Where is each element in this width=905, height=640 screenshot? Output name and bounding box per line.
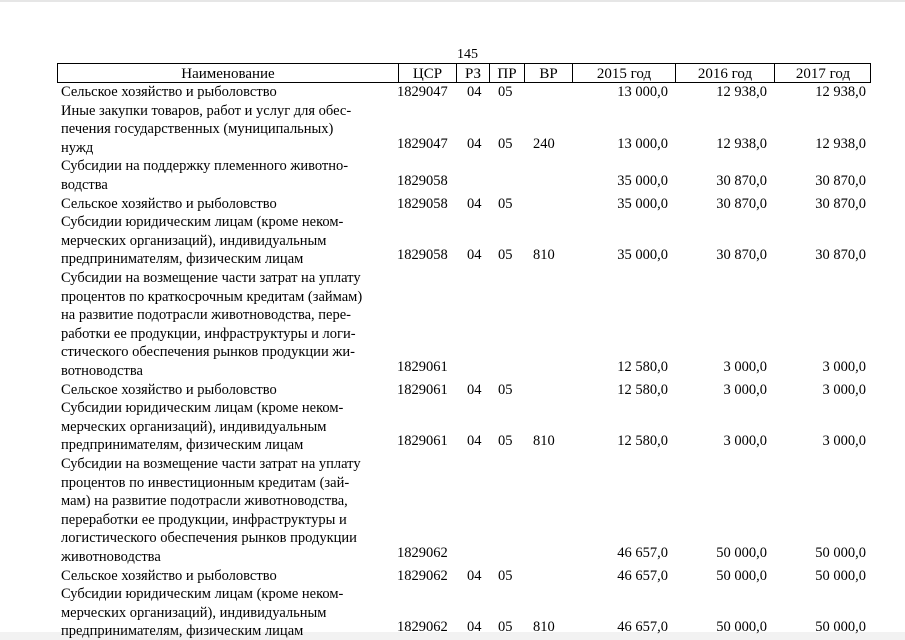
row-name-line: Субсидии юридическим лицам (кроме неком- <box>61 400 344 417</box>
row-name-line: процентов по инвестиционным кредитам (зай- <box>61 474 350 491</box>
header-pr: ПР <box>489 64 524 82</box>
cell-pr: 05 <box>498 433 513 450</box>
row-name-line: Субсидии на возмещение части затрат на уплату <box>61 270 361 286</box>
cell-vr: 810 <box>533 619 555 636</box>
header-2017: 2017 год <box>774 64 871 82</box>
cell-y2017: 50 000,0 <box>815 619 866 636</box>
cell-csr: 1829047 <box>397 84 448 100</box>
cell-y2015: 35 000,0 <box>617 247 668 264</box>
cell-pr: 05 <box>498 619 513 636</box>
header-2015: 2015 год <box>572 64 675 82</box>
cell-y2017: 3 000,0 <box>822 359 866 375</box>
cell-pr: 05 <box>498 567 513 584</box>
cell-rz: 04 <box>467 135 482 152</box>
row-name-line: животноводства <box>61 549 161 565</box>
cell-y2017: 30 870,0 <box>815 247 866 264</box>
cell-rz: 04 <box>467 381 482 398</box>
cell-y2016: 3 000,0 <box>723 381 767 398</box>
cell-csr: 1829062 <box>397 567 448 584</box>
cell-y2016: 50 000,0 <box>716 545 767 561</box>
table-header <box>57 63 871 83</box>
row-name-line: нужд <box>61 139 94 156</box>
cell-y2015: 12 580,0 <box>617 433 668 450</box>
cell-pr: 05 <box>498 381 513 398</box>
row-name-line: мерческих организаций), индивидуальным <box>61 418 327 435</box>
row-name-line: переработки ее продукции, инфраструктуры и <box>61 511 347 528</box>
cell-csr: 1829062 <box>397 619 448 636</box>
row-name-line: Сельское хозяйство и рыболовство <box>61 195 277 212</box>
cell-y2016: 30 870,0 <box>716 173 767 189</box>
row-name-line: процентов по краткосрочным кредитам (займам) <box>61 288 363 305</box>
row-name-line: Субсидии юридическим лицам (кроме неком- <box>61 586 344 603</box>
row-name-line: водства <box>61 177 108 193</box>
header-csr: ЦСР <box>398 64 456 82</box>
page-number: 145 <box>457 47 478 62</box>
cell-y2015: 13 000,0 <box>617 84 668 100</box>
cell-csr: 1829061 <box>397 381 448 398</box>
row-name-line: вотноводства <box>61 363 143 379</box>
cell-y2017: 50 000,0 <box>815 567 866 584</box>
row-name-line: на развитие подотрасли животноводства, пере- <box>61 307 351 324</box>
cell-y2015: 12 580,0 <box>617 381 668 398</box>
cell-pr: 05 <box>498 247 513 264</box>
cell-rz: 04 <box>467 567 482 584</box>
cell-csr: 1829061 <box>397 433 448 450</box>
cell-vr: 240 <box>533 135 555 152</box>
cell-y2015: 46 657,0 <box>617 567 668 584</box>
cell-y2017: 12 938,0 <box>815 84 866 100</box>
cell-y2017: 12 938,0 <box>815 135 866 152</box>
cell-vr: 810 <box>533 247 555 264</box>
cell-y2016: 12 938,0 <box>716 135 767 152</box>
cell-y2017: 30 870,0 <box>815 195 866 212</box>
cell-csr: 1829058 <box>397 173 448 189</box>
cell-y2016: 50 000,0 <box>716 567 767 584</box>
row-name-line: предпринимателям, физическим лицам <box>61 623 304 640</box>
row-name-line: Субсидии юридическим лицам (кроме неком- <box>61 214 344 231</box>
cell-y2016: 12 938,0 <box>716 84 767 100</box>
row-name-line: Субсидии на возмещение части затрат на уплату <box>61 456 361 472</box>
row-name-line: мам) на развитие подотрасли животноводства, <box>61 493 348 510</box>
row-name-line: Сельское хозяйство и рыболовство <box>61 84 277 100</box>
row-name-line: Иные закупки товаров, работ и услуг для обес- <box>61 102 352 119</box>
row-name-line: предпринимателям, физическим лицам <box>61 251 304 268</box>
cell-y2016: 30 870,0 <box>716 247 767 264</box>
row-name-line: мерческих организаций), индивидуальным <box>61 232 327 249</box>
row-name-line: Сельское хозяйство и рыболовство <box>61 567 277 584</box>
cell-rz: 04 <box>467 84 482 100</box>
cell-csr: 1829058 <box>397 195 448 212</box>
cell-csr: 1829061 <box>397 359 448 375</box>
scan-edge-top <box>0 0 905 2</box>
header-name: Наименование <box>181 66 275 82</box>
cell-rz: 04 <box>467 195 482 212</box>
cell-y2017: 3 000,0 <box>822 433 866 450</box>
row-name-line: работки ее продукции, инфраструктуры и логи- <box>61 325 356 342</box>
header-2016: 2016 год <box>675 64 774 82</box>
cell-vr: 810 <box>533 433 555 450</box>
cell-y2015: 12 580,0 <box>617 359 668 375</box>
cell-y2017: 3 000,0 <box>822 381 866 398</box>
cell-y2016: 50 000,0 <box>716 619 767 636</box>
cell-pr: 05 <box>498 135 513 152</box>
cell-y2015: 13 000,0 <box>617 135 668 152</box>
cell-csr: 1829062 <box>397 545 448 561</box>
cell-y2015: 35 000,0 <box>617 173 668 189</box>
cell-rz: 04 <box>467 433 482 450</box>
cell-y2017: 30 870,0 <box>815 173 866 189</box>
row-name-line: предпринимателям, физическим лицам <box>61 437 304 454</box>
cell-y2016: 3 000,0 <box>723 433 767 450</box>
row-name-line: стического обеспечения рынков продукции жи- <box>61 344 355 361</box>
cell-pr: 05 <box>498 84 513 100</box>
cell-y2016: 30 870,0 <box>716 195 767 212</box>
cell-rz: 04 <box>467 247 482 264</box>
cell-pr: 05 <box>498 195 513 212</box>
cell-y2015: 46 657,0 <box>617 619 668 636</box>
row-name-line: логистического обеспечения рынков продукции <box>61 530 357 547</box>
cell-y2015: 35 000,0 <box>617 195 668 212</box>
cell-csr: 1829047 <box>397 135 448 152</box>
header-rz: РЗ <box>456 64 489 82</box>
cell-y2016: 3 000,0 <box>723 359 767 375</box>
cell-csr: 1829058 <box>397 247 448 264</box>
row-name-line: Сельское хозяйство и рыболовство <box>61 381 277 398</box>
row-name-line: мерческих организаций), индивидуальным <box>61 604 327 621</box>
row-name-line: печения государственных (муниципальных) <box>61 121 334 138</box>
cell-rz: 04 <box>467 619 482 636</box>
cell-y2017: 50 000,0 <box>815 545 866 561</box>
row-name-line: Субсидии на поддержку племенного животно- <box>61 158 349 175</box>
header-vr: ВР <box>524 64 572 82</box>
cell-y2015: 46 657,0 <box>617 545 668 561</box>
